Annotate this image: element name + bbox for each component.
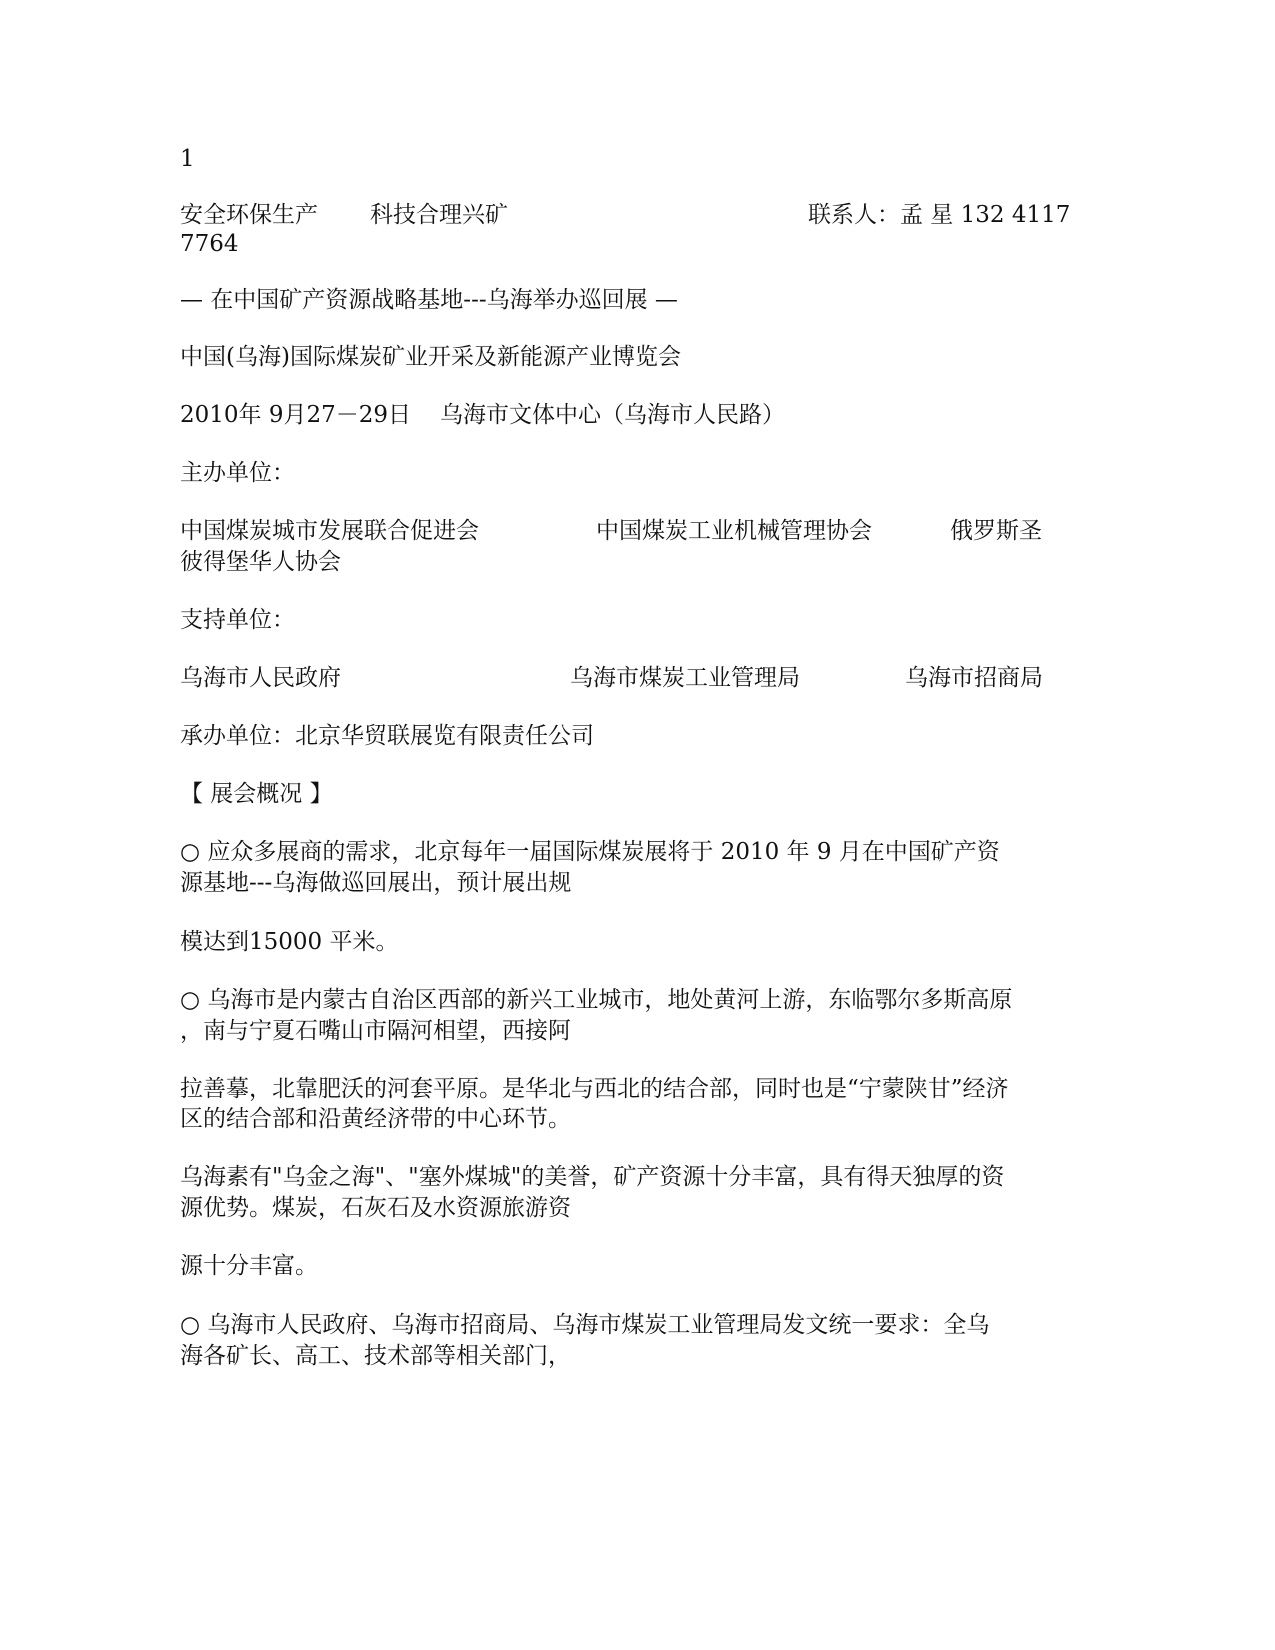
paragraph-1-line-3: 模达到15000 平米。 (180, 929, 399, 955)
paragraph-1-line-1: ○ 应众多展商的需求，北京每年一届国际煤炭展将于 2010 年 9 月在中国矿产资 (180, 839, 1000, 865)
page-number: 1 (180, 146, 195, 172)
expo-venue: 乌海市文体中心（乌海市人民路） (440, 402, 785, 428)
supporter-2: 乌海市煤炭工业管理局 (570, 665, 800, 691)
contact-info-continued: 7764 (180, 231, 239, 257)
slogan-technology: 科技合理兴矿 (370, 202, 508, 228)
paragraph-2-line-2: ，南与宁夏石嘴山市隔河相望，西接阿 (180, 1018, 571, 1044)
organizer-3: 俄罗斯圣 (950, 518, 1042, 544)
supporters-label: 支持单位： (180, 607, 295, 633)
supporter-1: 乌海市人民政府 (180, 665, 341, 691)
paragraph-4-line-1: ○ 乌海市人民政府、乌海市招商局、乌海市煤炭工业管理局发文统一要求：全乌 (180, 1312, 990, 1338)
supporter-3: 乌海市招商局 (905, 665, 1043, 691)
expo-date: 2010年 9月27－29日 (180, 402, 412, 428)
paragraph-1-line-2: 源基地---乌海做巡回展出，预计展出规 (180, 870, 572, 896)
paragraph-2-line-3: 拉善摹，北靠肥沃的河套平原。是华北与西北的结合部，同时也是“宁蒙陕甘”经济 (180, 1076, 1009, 1102)
paragraph-3-line-2: 源优势。煤炭，石灰石及水资源旅游资 (180, 1195, 571, 1221)
organizers-label: 主办单位： (180, 460, 295, 486)
contact-info: 联系人：孟 星 132 4117 (808, 202, 1071, 228)
paragraph-2-line-4: 区的结合部和沿黄经济带的中心环节。 (180, 1106, 571, 1132)
organizer-3-continued: 彼得堡华人协会 (180, 549, 341, 575)
expo-title: 中国(乌海)国际煤炭矿业开采及新能源产业博览会 (180, 344, 681, 370)
paragraph-4-line-2: 海各矿长、高工、技术部等相关部门， (180, 1343, 571, 1369)
paragraph-3-line-3: 源十分丰富。 (180, 1253, 318, 1279)
organizer-2: 中国煤炭工业机械管理协会 (596, 518, 872, 544)
organizer-1: 中国煤炭城市发展联合促进会 (180, 518, 479, 544)
subtitle: — 在中国矿产资源战略基地---乌海举办巡回展 — (180, 287, 678, 313)
slogan-safety: 安全环保生产 (180, 202, 318, 228)
paragraph-3-line-1: 乌海素有"乌金之海"、"塞外煤城"的美誉，矿产资源十分丰富，具有得天独厚的资 (180, 1164, 1005, 1190)
undertaker: 承办单位：北京华贸联展览有限责任公司 (180, 723, 594, 749)
section-heading: 【 展会概况 】 (180, 781, 333, 807)
paragraph-2-line-1: ○ 乌海市是内蒙古自治区西部的新兴工业城市，地处黄河上游，东临鄂尔多斯高原 (180, 987, 1013, 1013)
